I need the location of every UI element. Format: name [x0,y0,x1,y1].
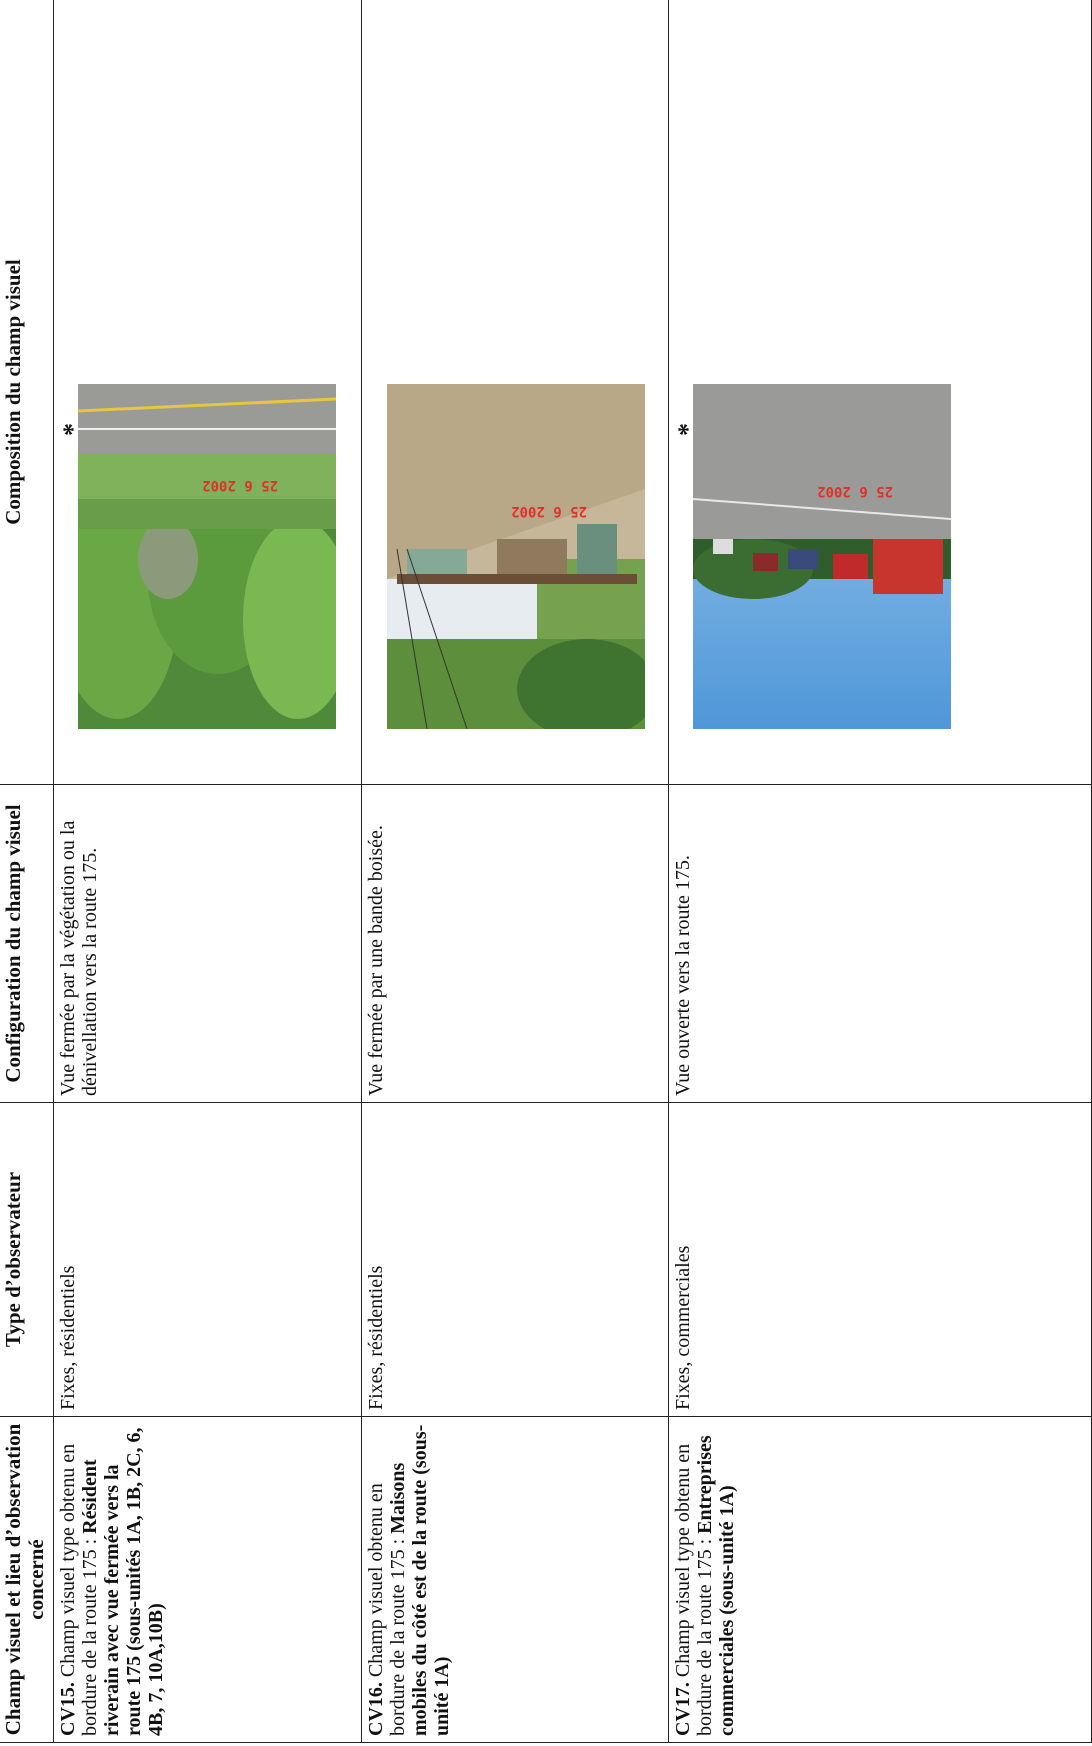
configuration-cell: Vue fermée par la végétation ou la dénivellation vers la route 175. [54,785,362,1103]
photo-date-stamp: 25 6 2002 [817,483,893,499]
photo-cv15 [78,384,336,729]
composition-cell [362,0,669,785]
observer-type-cell: Fixes, résidentiels [54,1103,362,1417]
table-row [362,0,669,1743]
header-composition: Composition du champ visuel [0,0,54,785]
composition-cell [54,0,362,785]
configuration-cell: Vue ouverte vers la route 175. [669,785,1092,1103]
field-location-cell [54,1417,362,1743]
field-intro: Champ visuel type obtenu en bordure de la route 175 : [57,1443,101,1736]
observer-type-cell: Fixes, résidentiels [362,1103,669,1417]
photo-marker: * [58,423,87,436]
field-place: Résident riverain avec vue fermée vers la route 175 (sous-unités 1A, 1B, 2C, 6, 4B, 7, 10A,10B) [79,1427,167,1736]
photo-date-stamp: 25 6 2002 [511,503,587,519]
field-code: CV15. [57,1682,79,1736]
photo-date-stamp: 25 6 2002 [202,477,278,493]
composition-cell [669,0,1092,785]
header-row [0,0,54,1743]
table-row [669,0,1092,1743]
field-place: Entreprises commerciales (sous-unité 1A) [694,1435,738,1736]
field-code: CV17. [672,1682,694,1736]
photo-cv16 [387,384,645,729]
photo-cv17 [693,384,951,729]
field-location-cell [669,1417,1092,1743]
observer-type-cell: Fixes, commerciales [669,1103,1092,1417]
field-location-cell [362,1417,669,1743]
table-row [54,0,362,1743]
field-intro: Champ visuel type obtenu en bordure de la route 175 : [672,1443,716,1736]
field-place: Maisons mobiles du côté est de la route (sous-unité 1A) [387,1424,453,1736]
field-code: CV16. [365,1682,387,1736]
field-intro: Champ visuel obtenu en bordure de la route 175 : [365,1483,409,1736]
header-configuration: Configuration du champ visuel [0,785,54,1103]
header-field-location: Champ visuel et lieu d’observation concerné [0,1417,54,1743]
photo-marker: * [673,423,702,436]
header-observer-type: Type d’observateur [0,1103,54,1417]
configuration-cell: Vue fermée par une bande boisée. [362,785,669,1103]
